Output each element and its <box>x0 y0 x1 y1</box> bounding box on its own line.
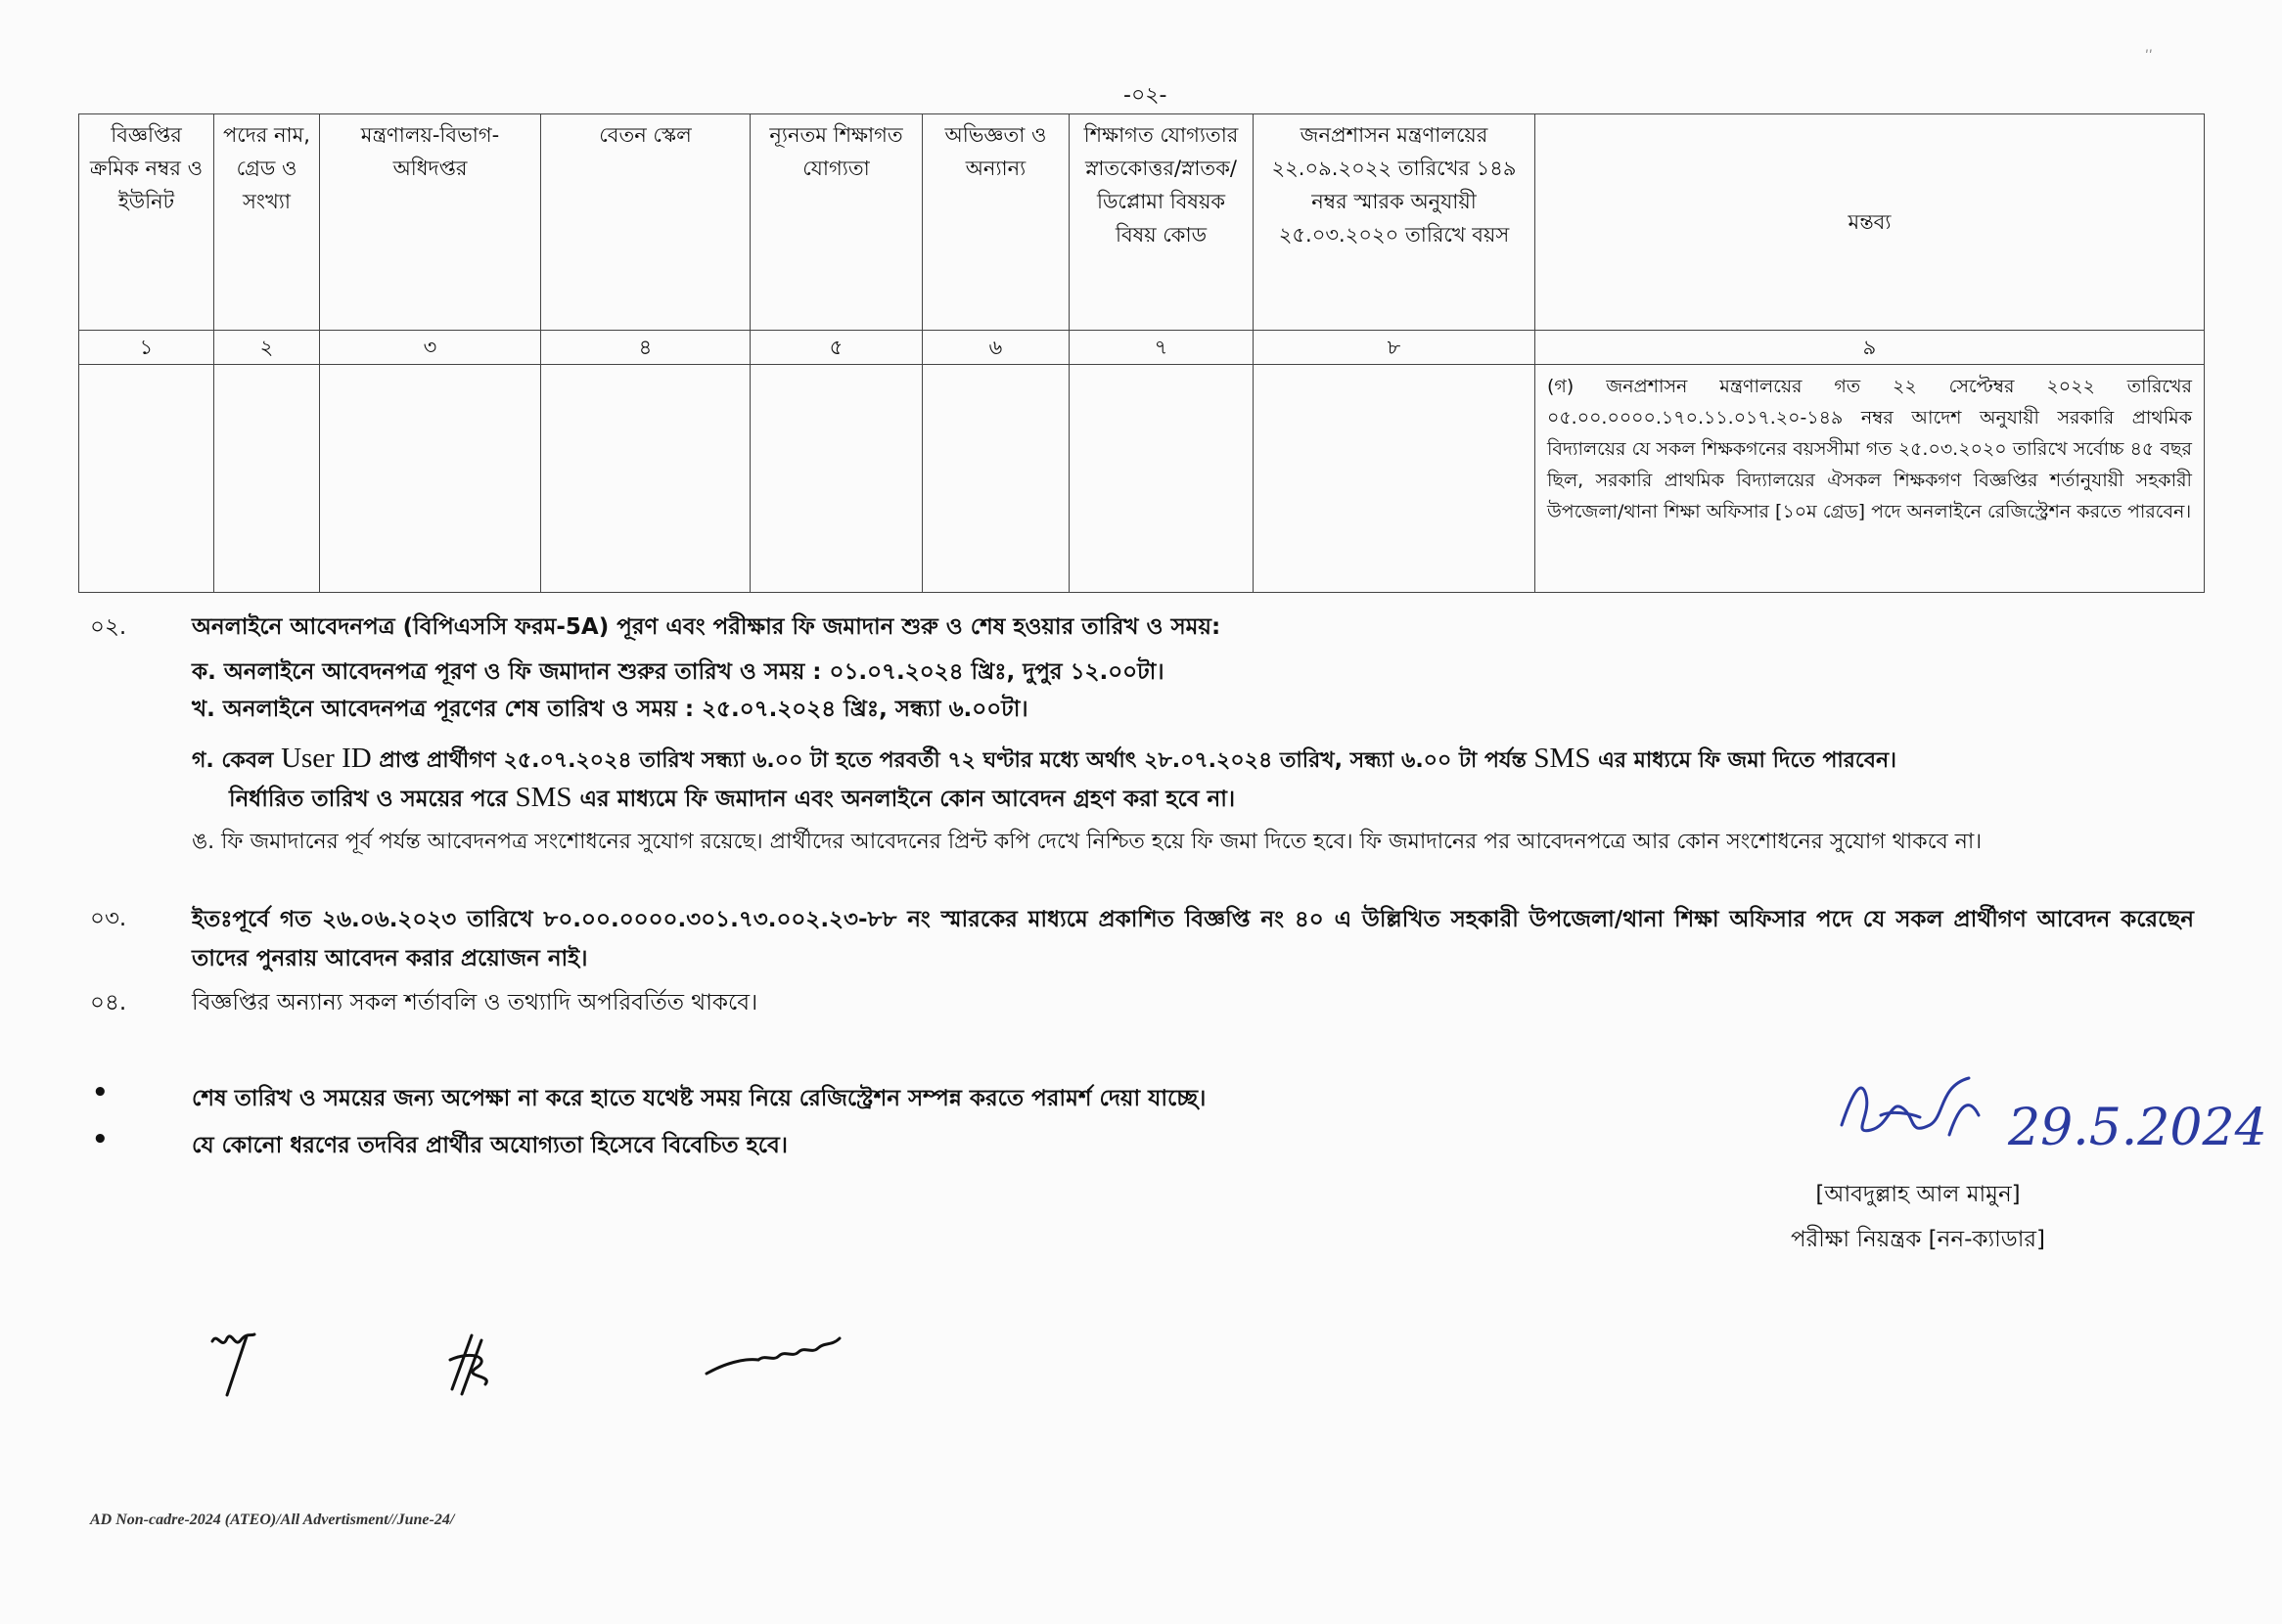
ga2-text: নির্ধারিত তারিখ ও সময়ের পরে <box>229 787 516 812</box>
section-number: ০২. <box>90 614 127 640</box>
column-number-row <box>79 331 2205 365</box>
signatory-name: [আবদুল্লাহ আল মামুন] <box>1815 1182 2021 1207</box>
footer-reference: AD Non-cadre-2024 (ATEO)/All Advertisment//June-24/ <box>90 1511 455 1528</box>
empty-cell <box>320 365 541 593</box>
header-cell: জনপ্রশাসন মন্ত্রণালয়ের ২২.০৯.২০২২ তারিখের ১৪৯ নম্বর স্মারক অনুযায়ী ২৫.০৩.২০২০ তারিখে বয়স <box>1254 114 1535 331</box>
remark-cell: (গ) জনপ্রশাসন মন্ত্রণালয়ের গত ২২ সেপ্টেম্বর ২০২২ তারিখের ০৫.০০.০০০০.১৭০.১১.০১৭.২০-১৪৯ নম্বর আদেশ অনুযায়ী সরকারি প্রাথমিক বিদ্যালয়ের যে সকল শিক্ষকগনের বয়সসীমা গত ২৫.০৩.২০২০ তারিখে সর্বোচ্চ ৪৫ বছর ছিল, সরকারি প্রাথমিক বিদ্যালয়ের ঐসকল শিক্ষকগণ বিজ্ঞপ্তির শর্তানুযায়ী সহকারী উপজেলা/থানা শিক্ষা অফিসার [১০ম গ্রেড] পদে অনলাইনে রেজিস্ট্রেশন করতে পারবেন। <box>1535 365 2205 593</box>
header-cell: মন্তব্য <box>1535 114 2205 331</box>
handwritten-signature <box>1822 1057 2267 1184</box>
empty-cell <box>79 365 214 593</box>
section-02-ga-cont <box>229 779 2206 818</box>
column-number: ২ <box>214 331 320 365</box>
page-number: -০২- <box>1123 83 1167 108</box>
table-row <box>79 365 2205 593</box>
section-02-ga <box>192 740 2208 780</box>
ga-text: গ. কেবল <box>192 748 282 773</box>
header-cell: শিক্ষাগত যোগ্যতার স্নাতকোত্তর/স্নাতক/ডিপ্লোমা বিষয়ক বিষয় কোড <box>1070 114 1254 331</box>
header-cell: ন্যূনতম শিক্ষাগত যোগ্যতা <box>751 114 923 331</box>
ga2-sms: SMS <box>515 782 572 813</box>
section-02-gha: ঙ. ফি জমাদানের পূর্ব পর্যন্ত আবেদনপত্র সংশোধনের সুযোগ রয়েছে। প্রার্থীদের আবেদনের প্রিন্ট কপি দেখে নিশ্চিত হয়ে ফি জমা দিতে হবে। ফি জমাদানের পর আবেদনপত্রে আর কোন সংশোধনের সুযোগ থাকবে না। <box>192 830 1983 854</box>
column-number: ৯ <box>1535 331 2205 365</box>
column-number: ৮ <box>1254 331 1535 365</box>
header-cell: অভিজ্ঞতা ও অন্যান্য <box>923 114 1070 331</box>
ga2-text: এর মাধ্যমে ফি জমাদান এবং অনলাইনে কোন আবেদন গ্রহণ করা হবে না। <box>571 787 1236 812</box>
notice-table <box>78 113 2205 593</box>
bullet-text: যে কোনো ধরণের তদবির প্রার্থীর অযোগ্যতা হিসেবে বিবেচিত হবে। <box>192 1133 788 1158</box>
bullet-text: শেষ তারিখ ও সময়ের জন্য অপেক্ষা না করে হাতে যথেষ্ট সময় নিয়ে রেজিস্ট্রেশন সম্পন্ন করতে পরামর্শ দেয়া যাচ্ছে। <box>192 1086 1207 1111</box>
column-number: ৩ <box>320 331 541 365</box>
section-02-ka: ক. অনলাইনে আবেদনপত্র পূরণ ও ফি জমাদান শুরুর তারিখ ও সময় : ০১.০৭.২০২৪ খ্রিঃ, দুপুর ১২.০০টা। <box>192 659 1164 685</box>
ga-text: এর মাধ্যমে ফি জমা দিতে পারবেন। <box>1590 748 1896 773</box>
empty-cell <box>1070 365 1254 593</box>
section-number: ০৩. <box>90 906 127 931</box>
empty-cell <box>214 365 320 593</box>
corner-mark: ʹʹ <box>2145 49 2153 65</box>
column-number: ৭ <box>1070 331 1254 365</box>
table-header-row <box>79 114 2205 331</box>
section-04-text: বিজ্ঞপ্তির অন্যান্য সকল শর্তাবলি ও তথ্যাদি অপরিবর্তিত থাকবে। <box>192 990 758 1015</box>
section-number: ০৪. <box>90 990 127 1015</box>
section-02-kha: খ. অনলাইনে আবেদনপত্র পূরণের শেষ তারিখ ও সময় : ২৫.০৭.২০২৪ খ্রিঃ, সন্ধ্যা ৬.০০টা। <box>192 697 1028 722</box>
section-03-text: ইতঃপূর্বে গত ২৬.০৬.২০২৩ তারিখে ৮০.০০.০০০০.৩০১.৭৩.০০২.২৩-৮৮ নং স্মারকের মাধ্যমে প্রকাশিত বিজ্ঞপ্তি নং ৪০ এ উল্লিখিত সহকারী উপজেলা/থানা শিক্ষা অফিসার পদে যে সকল প্রার্থীগণ আবেদন করেছেন তাদের পুনরায় আবেদন করার প্রয়োজন নাই। <box>192 907 2194 971</box>
header-cell: বেতন স্কেল <box>541 114 751 331</box>
ga-sms: SMS <box>1533 743 1591 774</box>
column-number: ১ <box>79 331 214 365</box>
empty-cell <box>541 365 751 593</box>
header-cell: মন্ত্রণালয়-বিভাগ-অধিদপ্তর <box>320 114 541 331</box>
header-cell: বিজ্ঞপ্তির ক্রমিক নম্বর ও ইউনিট <box>79 114 214 331</box>
handwritten-date: 29.5.2024 <box>2008 1099 2267 1157</box>
header-cell: পদের নাম, গ্রেড ও সংখ্যা <box>214 114 320 331</box>
bullet-dot: • <box>92 1125 109 1154</box>
signatory-designation: পরীক্ষা নিয়ন্ত্রক [নন-ক্যাডার] <box>1790 1227 2046 1252</box>
initial-mark-icon <box>207 1327 286 1405</box>
empty-cell <box>751 365 923 593</box>
column-number: ৬ <box>923 331 1070 365</box>
empty-cell <box>923 365 1070 593</box>
column-number: ৫ <box>751 331 923 365</box>
ga-userid: User ID <box>281 743 372 774</box>
column-number: ৪ <box>541 331 751 365</box>
initial-mark-icon <box>705 1325 851 1383</box>
bullet-dot: • <box>92 1078 109 1107</box>
section-02-title: অনলাইনে আবেদনপত্র (বিপিএসসি ফরম-5A) পূরণ এবং পরীক্ষার ফি জমাদান শুরু ও শেষ হওয়ার তারিখ ও সময়: <box>192 614 1221 640</box>
empty-cell <box>1254 365 1535 593</box>
ga-text: প্রাপ্ত প্রার্থীগণ ২৫.০৭.২০২৪ তারিখ সন্ধ্যা ৬.০০ টা হতে পরবর্তী ৭২ ঘণ্টার মধ্যে অর্থাৎ ২৮.০৭.২০২৪ তারিখ, সন্ধ্যা ৬.০০ টা পর্যন্ত <box>371 748 1534 773</box>
initial-mark-icon <box>442 1331 511 1399</box>
